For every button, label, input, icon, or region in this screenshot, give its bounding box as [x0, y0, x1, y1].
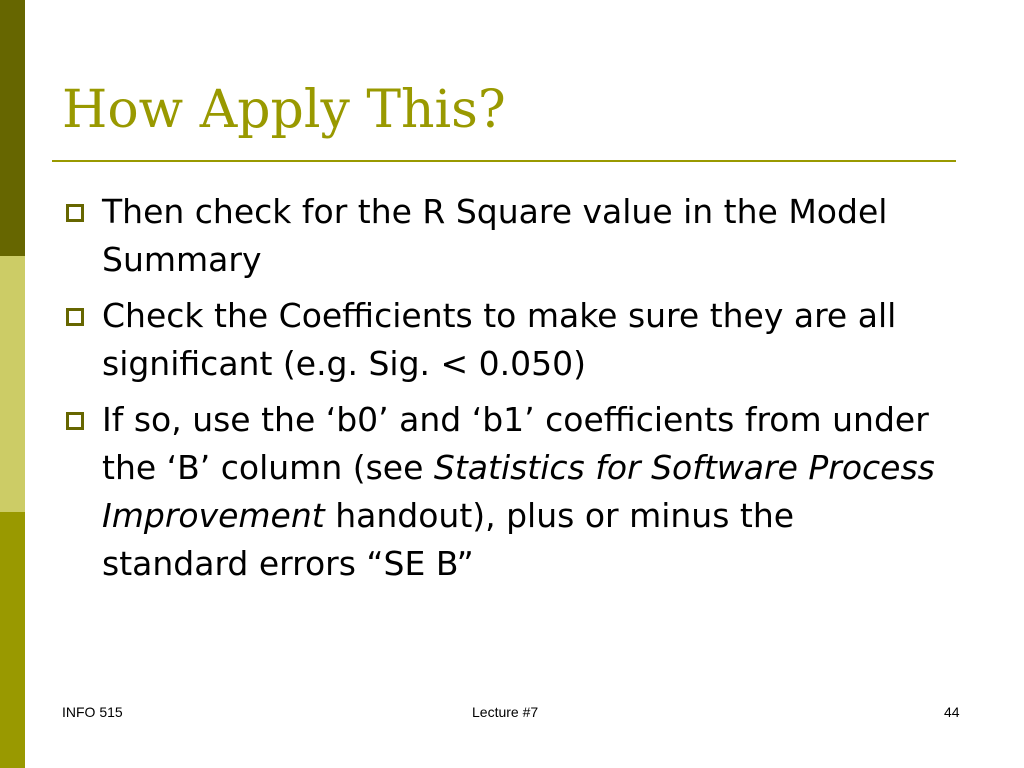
sidebar-band-middle: [0, 256, 25, 512]
sidebar-band-bottom: [0, 512, 25, 768]
title-divider: [52, 160, 956, 162]
bullet-list: [62, 188, 942, 596]
footer-lecture: Lecture #7: [472, 704, 539, 720]
bullet-item-b0-b1: [62, 396, 942, 588]
sidebar-band-top: [0, 0, 25, 256]
handout-title: Statistics for Software Process Improvement: [102, 448, 935, 535]
footer-course: INFO 515: [62, 704, 123, 720]
bullet-text: Then check for the R Square value in the Model Summary: [102, 192, 888, 279]
bullet-text-before: If so, use the ‘b0’ and ‘b1’ coefficients from under the ‘B’ column (see: [102, 400, 929, 487]
slide-title: How Apply This?: [62, 80, 506, 140]
bullet-text: Check the Coefficients to make sure they are all significant (e.g. Sig. < 0.050): [102, 296, 897, 383]
hollow-square-bullet-icon: [66, 308, 84, 326]
hollow-square-bullet-icon: [66, 412, 84, 430]
bullet-text-after: handout), plus or minus the standard errors “SE B”: [102, 496, 795, 583]
bullet-item-r-square: [62, 188, 942, 284]
footer-page-number: 44: [944, 704, 960, 720]
hollow-square-bullet-icon: [66, 204, 84, 222]
bullet-item-coefficients: [62, 292, 942, 388]
